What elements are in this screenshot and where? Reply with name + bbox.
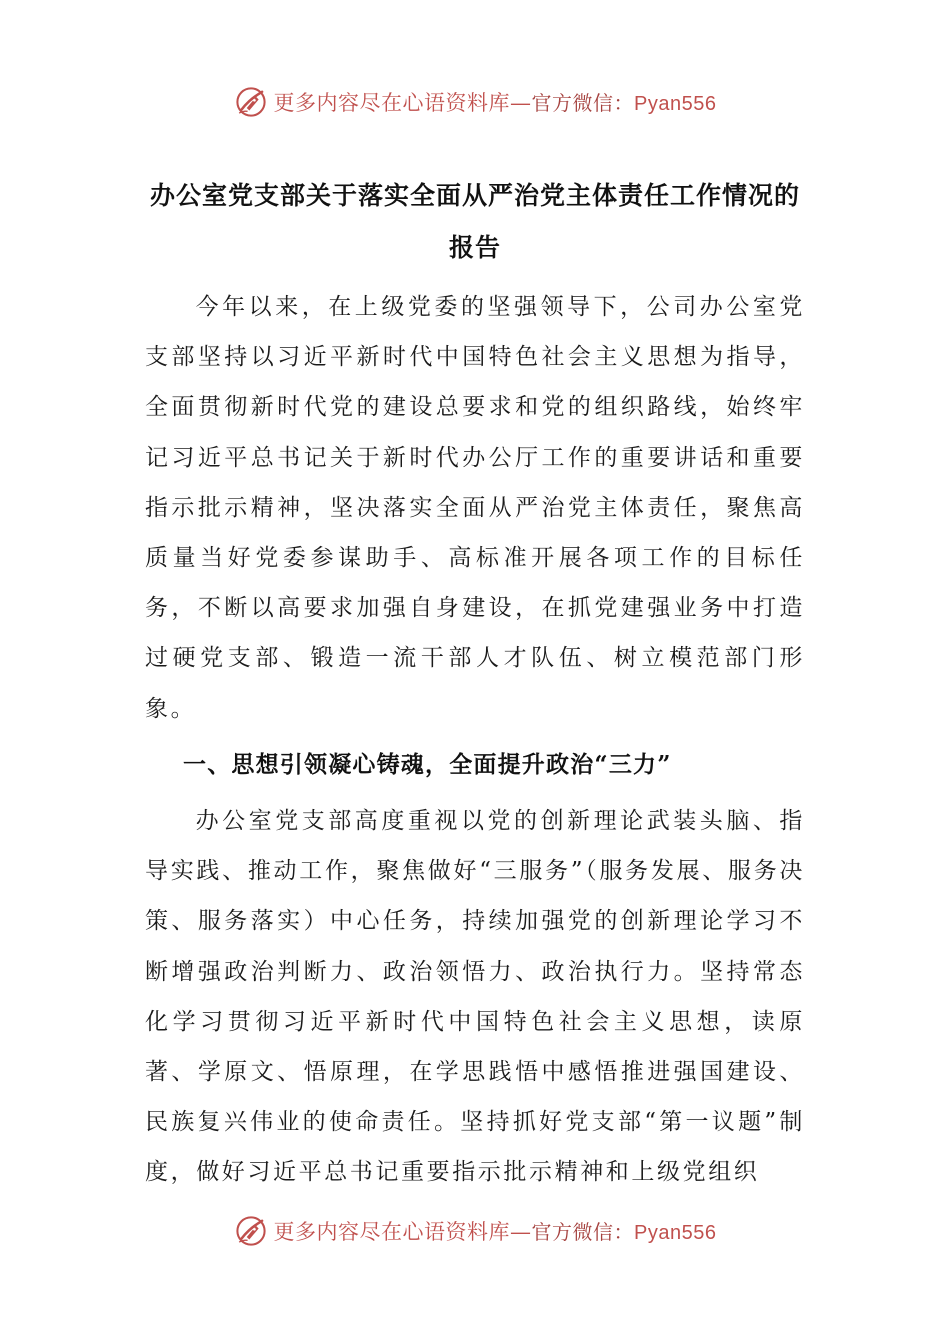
pen-nib-logo-icon xyxy=(234,1214,268,1248)
document-title-line2: 报告 xyxy=(448,233,501,262)
intro-paragraph: 今年以来，在上级党委的坚强领导下，公司办公室党支部坚持以习近平新时代中国特色社会主义思想为指导，全面贯彻新时代党的建设总要求和党的组织路线，始终牢记习近平总书记关于新时代办公厅工作的重要讲话和重要指示批示精神，坚决落实全面从严治党主体责任，聚焦高质量当好党委参谋助手、高标准开展各项工作的目标任务，不断以高要求加强自身建设，在抓党建强业务中打造过硬党支部、锻造一流干部人才队伍、树立模范部门形象。 xyxy=(145,294,805,722)
section-1-paragraph: 办公室党支部高度重视以党的创新理论武装头脑、指导实践、推动工作，聚焦做好“三服务”（服务发展、服务决策、服务落实）中心任务，持续加强党的创新理论学习不断增强政治判断力、政治领悟力、政治执行力。坚持常态化学习贯彻习近平新时代中国特色社会主义思想，读原著、学原文、悟原理，在学思践悟中感悟推进强国建设、民族复兴伟业的使命责任。坚持抓好党支部“第一议题”制度，做好习近平总书记重要指示批示精神和上级党组织 xyxy=(145,808,805,1186)
wechat-id: Pyan556 xyxy=(634,93,717,115)
wechat-label: 官方微信： xyxy=(531,1220,635,1244)
footer-watermark xyxy=(0,1209,950,1253)
watermark-text xyxy=(274,87,717,117)
watermark-slogan: 更多内容尽在心语资料库 xyxy=(273,1220,511,1244)
document-body xyxy=(145,282,805,1198)
wechat-id: Pyan556 xyxy=(634,1222,717,1244)
watermark-separator: — xyxy=(510,1220,532,1244)
watermark-slogan: 更多内容尽在心语资料库 xyxy=(273,91,511,115)
document-title-line1: 办公室党支部关于落实全面从严治党主体责任工作情况的 xyxy=(149,181,800,210)
watermark-text xyxy=(274,1216,717,1246)
wechat-label: 官方微信： xyxy=(531,91,635,115)
pen-nib-logo-icon xyxy=(234,85,268,119)
header-watermark xyxy=(0,80,950,124)
watermark-separator: — xyxy=(510,91,532,115)
section-heading-1: 一、思想引领凝心铸魂，全面提升政治“三力” xyxy=(183,750,672,778)
